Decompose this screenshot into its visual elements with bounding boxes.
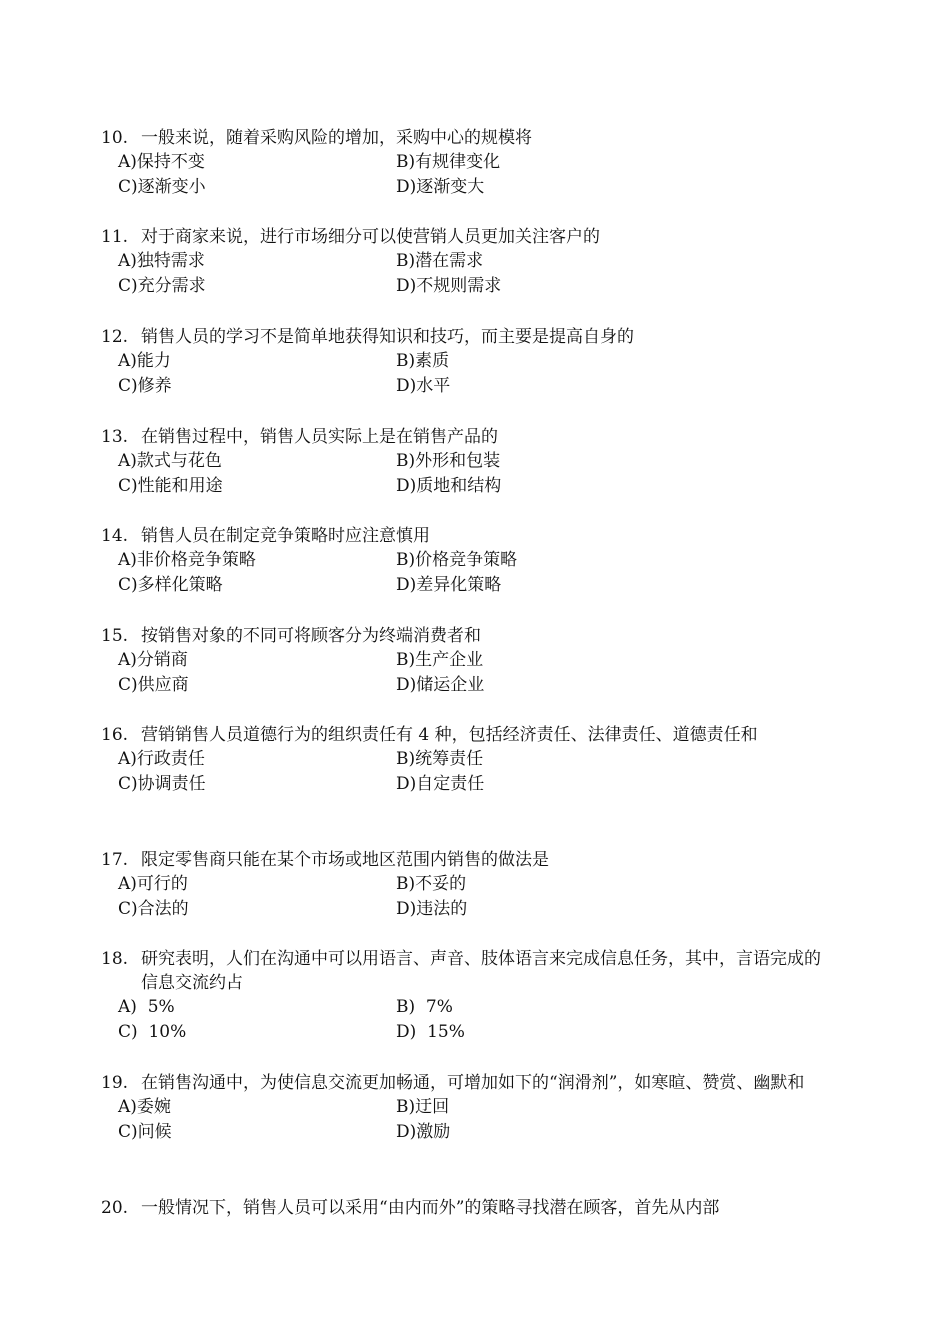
option-c: C)充分需求 [118, 276, 206, 296]
question-number: 11. [101, 227, 129, 247]
question-stem: 一般来说，随着采购风险的增加，采购中心的规模将 [141, 128, 532, 148]
option-d: D)不规则需求 [396, 276, 502, 296]
question-number: 18. [101, 949, 129, 969]
option-c: C) 10% [118, 1022, 187, 1042]
option-c: C)性能和用途 [118, 476, 223, 496]
option-d: D)违法的 [396, 899, 468, 919]
question-number: 14. [101, 526, 129, 546]
option-d: D)差异化策略 [396, 575, 502, 595]
question-stem: 限定零售商只能在某个市场或地区范围内销售的做法是 [141, 850, 549, 870]
question-number: 13. [101, 427, 129, 447]
option-d: D) 15% [396, 1022, 465, 1042]
option-b: B)有规律变化 [396, 152, 501, 172]
option-a: A)委婉 [118, 1097, 171, 1117]
option-a: A)行政责任 [118, 749, 205, 769]
option-a: A)非价格竞争策略 [118, 550, 256, 570]
question-14 [101, 524, 821, 598]
question-stem: 对于商家来说，进行市场细分可以使营销人员更加关注客户的 [141, 227, 600, 247]
question-10 [101, 126, 821, 200]
option-b: B) 7% [396, 997, 453, 1017]
option-c: C)多样化策略 [118, 575, 223, 595]
option-b: B)生产企业 [396, 650, 484, 670]
question-stem: 销售人员的学习不是简单地获得知识和技巧，而主要是提高自身的 [141, 327, 634, 347]
option-a: A)能力 [118, 351, 171, 371]
option-d: D)逐渐变大 [396, 177, 485, 197]
option-a: A)分销商 [118, 650, 188, 670]
option-c: C)合法的 [118, 899, 189, 919]
question-stem: 按销售对象的不同可将顾客分为终端消费者和 [141, 626, 481, 646]
option-a: A)保持不变 [118, 152, 205, 172]
question-stem: 在销售沟通中，为使信息交流更加畅通，可增加如下的“润滑剂”，如寒暄、赞赏、幽默和 [141, 1073, 805, 1093]
question-number: 15. [101, 626, 129, 646]
option-c: C)逐渐变小 [118, 177, 206, 197]
question-number: 12. [101, 327, 129, 347]
option-a: A)可行的 [118, 874, 188, 894]
option-d: D)质地和结构 [396, 476, 502, 496]
option-c: C)修养 [118, 376, 172, 396]
option-a: A)独特需求 [118, 251, 205, 271]
question-20 [101, 1196, 821, 1220]
question-number: 10. [101, 128, 129, 148]
option-b: B)潜在需求 [396, 251, 484, 271]
question-number: 19. [101, 1073, 129, 1093]
question-stem: 一般情况下，销售人员可以采用“由内而外”的策略寻找潜在顾客，首先从内部 [141, 1198, 720, 1218]
option-c: C)问候 [118, 1122, 172, 1142]
question-13 [101, 425, 821, 499]
question-17 [101, 848, 821, 922]
question-19 [101, 1071, 821, 1145]
question-number: 17. [101, 850, 129, 870]
question-18 [101, 947, 821, 1045]
question-number: 16. [101, 725, 129, 745]
option-b: B)不妥的 [396, 874, 467, 894]
option-d: D)自定责任 [396, 774, 485, 794]
option-b: B)统筹责任 [396, 749, 484, 769]
question-16 [101, 723, 821, 797]
question-11 [101, 225, 821, 299]
question-15 [101, 624, 821, 698]
option-a: A) 5% [118, 997, 175, 1017]
question-number: 20. [101, 1198, 129, 1218]
option-b: B)价格竞争策略 [396, 550, 518, 570]
question-12 [101, 325, 821, 399]
option-d: D)储运企业 [396, 675, 485, 695]
option-d: D)激励 [396, 1122, 451, 1142]
question-stem: 销售人员在制定竞争策略时应注意慎用 [141, 526, 430, 546]
option-b: B)迂回 [396, 1097, 450, 1117]
question-stem: 研究表明，人们在沟通中可以用语言、声音、肢体语言来完成信息任务，其中，言语完成的信息交流约占 [141, 949, 821, 993]
question-stem: 在销售过程中，销售人员实际上是在销售产品的 [141, 427, 498, 447]
option-a: A)款式与花色 [118, 451, 222, 471]
option-b: B)外形和包装 [396, 451, 501, 471]
option-c: C)供应商 [118, 675, 189, 695]
option-b: B)素质 [396, 351, 450, 371]
option-d: D)水平 [396, 376, 451, 396]
option-c: C)协调责任 [118, 774, 206, 794]
question-stem: 营销销售人员道德行为的组织责任有 4 种，包括经济责任、法律责任、道德责任和 [141, 725, 758, 745]
